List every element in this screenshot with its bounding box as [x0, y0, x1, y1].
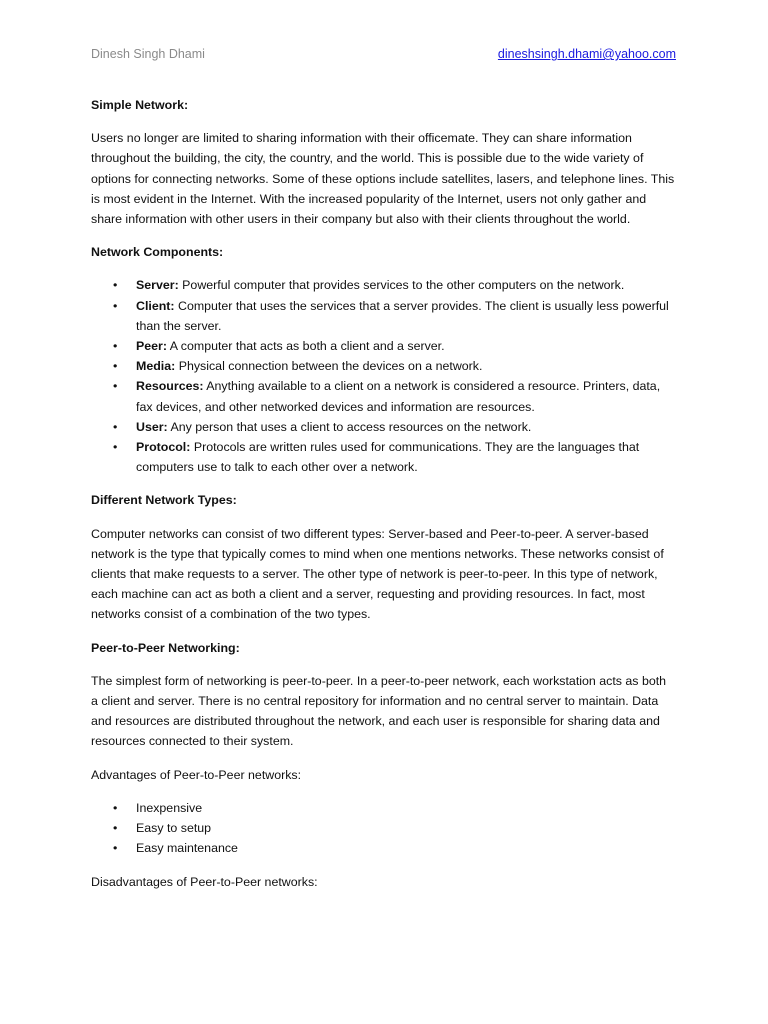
- list-item: [91, 356, 676, 376]
- list-item-term: Resources:: [136, 379, 204, 394]
- list-item: [91, 818, 676, 838]
- list-item-text: A computer that acts as both a client and a server.: [167, 339, 445, 354]
- list-item-text: Any person that uses a client to access resources on the network.: [167, 419, 532, 434]
- list-item: [91, 838, 676, 858]
- paragraph-p2p-networking: The simplest form of networking is peer-to-peer. In a peer-to-peer network, each workstation acts as both a client and server. There is no central repository for information and no central server to maintain. Data and resources are distributed throughout the network, and each user is responsible for sharing data and resources connected to their system.: [91, 673, 667, 749]
- document-body: [91, 95, 676, 905]
- section-heading-network-types: Different Network Types:: [91, 493, 237, 508]
- list-item: [91, 417, 676, 437]
- list-item-term: Peer:: [136, 339, 167, 354]
- list-item-text: Easy to setup: [136, 821, 212, 836]
- page-header: [91, 47, 676, 65]
- list-item: [91, 275, 676, 295]
- section-heading-advantages: Advantages of Peer-to-Peer networks:: [91, 767, 302, 782]
- list-item-term: Protocol:: [136, 440, 191, 455]
- list-item-text: Physical connection between the devices on a network.: [175, 359, 483, 374]
- bullet-icon: •: [113, 339, 118, 354]
- list-item: [91, 336, 676, 356]
- list-item-text: Computer that uses the services that a server provides. The client is usually less powerful than the server.: [136, 298, 669, 333]
- list-item-text: Inexpensive: [136, 800, 203, 815]
- bullet-icon: •: [113, 298, 118, 313]
- bullet-icon: •: [113, 278, 118, 293]
- bullet-icon: •: [113, 379, 118, 394]
- bullet-icon: •: [113, 359, 118, 374]
- list-item-text: Easy maintenance: [136, 841, 238, 856]
- list-item-term: Client:: [136, 298, 175, 313]
- list-item-term: Media:: [136, 359, 176, 374]
- list-item-text: Protocols are written rules used for communications. They are the languages that computers use to talk to each other over a network.: [136, 440, 640, 475]
- list-item-text: Powerful computer that provides services to the other computers on the network.: [178, 278, 625, 293]
- section-heading-p2p-networking: Peer-to-Peer Networking:: [91, 640, 240, 655]
- list-item: [91, 376, 676, 416]
- bullet-icon: •: [113, 419, 118, 434]
- paragraph-simple-network: Users no longer are limited to sharing information with their officemate. They can share information throughout the building, the city, the country, and the world. This is possible due to the wide variety of options for connecting networks. Some of these options include satellites, lasers, and telephone lines. This is most evident in the Internet. With the increased popularity of the Internet, users not only gather and share information with other users in their company but also with their clients throughout the world.: [91, 131, 675, 227]
- bullet-icon: •: [113, 440, 118, 455]
- list-item: [91, 437, 676, 477]
- list-item-term: Server:: [136, 278, 179, 293]
- network-components-list: [91, 275, 676, 477]
- list-item: [91, 296, 676, 336]
- list-item-text: Anything available to a client on a network is considered a resource. Printers, data, fax devices, and other networked devices and information are resources.: [136, 379, 661, 414]
- bullet-icon: •: [113, 800, 118, 815]
- bullet-icon: •: [113, 841, 118, 856]
- list-item-term: User:: [136, 419, 168, 434]
- paragraph-network-types: Computer networks can consist of two different types: Server-based and Peer-to-peer. A server-based network is the type that typically comes to mind when one mentions networks. These networks consist of clients that make requests to a server. The other type of network is peer-to-peer. In this type of network, each machine can act as both a client and a server, requesting and providing resources. In fact, most networks consist of a combination of the two types.: [91, 526, 664, 622]
- section-heading-disadvantages: Disadvantages of Peer-to-Peer networks:: [91, 874, 318, 889]
- author-name: Dinesh Singh Dhami: [91, 47, 205, 61]
- bullet-icon: •: [113, 821, 118, 836]
- section-heading-network-components: Network Components:: [91, 245, 224, 260]
- list-item: [91, 798, 676, 818]
- advantages-list: [91, 798, 676, 859]
- section-heading-simple-network: Simple Network:: [91, 98, 189, 112]
- author-email-link[interactable]: dineshsingh.dhami@yahoo.com: [497, 47, 676, 61]
